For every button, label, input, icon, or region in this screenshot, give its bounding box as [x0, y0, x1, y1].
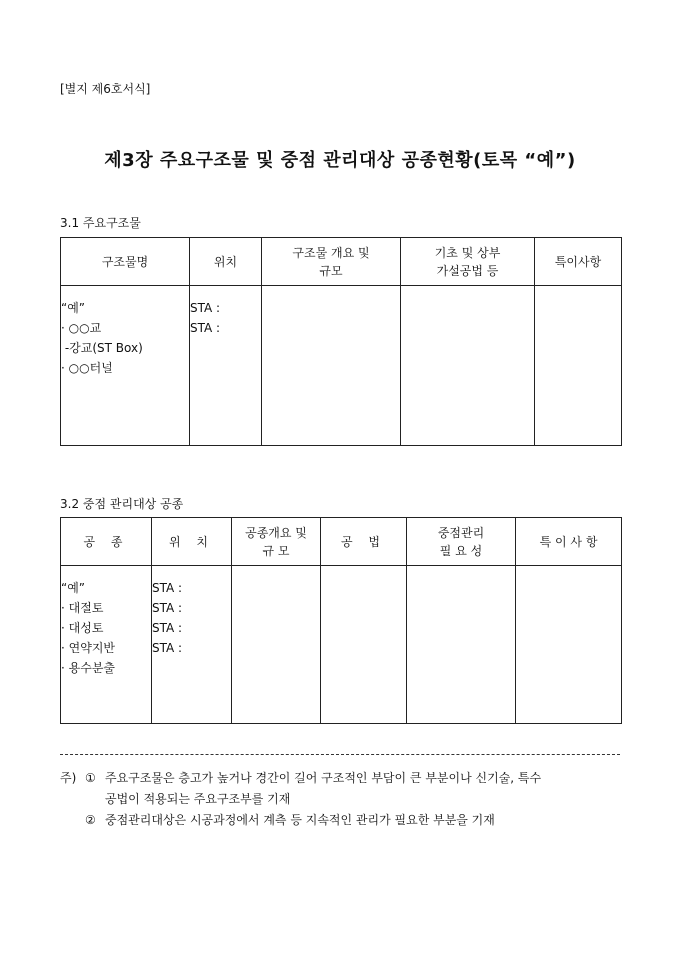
list-item: -강교(ST Box) [61, 341, 143, 355]
location-list [190, 286, 261, 338]
header-row [61, 518, 622, 566]
section-1-title: 3.1 주요구조물 [60, 216, 141, 230]
list-item: STA : [152, 581, 183, 595]
dashed-divider [60, 754, 620, 755]
table-row [61, 566, 622, 724]
list-item: · ○○교 [61, 321, 102, 335]
method-cell[interactable] [401, 286, 535, 446]
footnotes [60, 768, 541, 831]
footnote-text: 주요구조물은 층고가 높거나 경간이 길어 구조적인 부담이 큰 부분이나 신기술, 특수 [105, 771, 542, 785]
list-item: · 대절토 [61, 601, 104, 615]
method-cell[interactable] [321, 566, 407, 724]
header-necessity: 중점관리 필 요 성 [407, 518, 516, 566]
header-remarks: 특이사항 [535, 238, 622, 286]
remarks-cell[interactable] [516, 566, 622, 724]
header-overview-scale: 구조물 개요 및 규모 [262, 238, 401, 286]
work-type-cell [61, 566, 152, 724]
work-type-list [61, 566, 151, 678]
header-foundation-method: 기초 및 상부 가설공법 등 [401, 238, 535, 286]
list-item: STA : [152, 641, 183, 655]
footnote-1-continuation: 공법이 적용되는 주요구조부를 기재 [105, 792, 291, 806]
section-2-title: 3.2 중점 관리대상 공종 [60, 497, 184, 511]
remarks-cell[interactable] [535, 286, 622, 446]
list-item: “예” [61, 301, 86, 315]
list-item: · ○○터널 [61, 361, 113, 375]
header-remarks: 특 이 사 항 [516, 518, 622, 566]
location-cell [190, 286, 262, 446]
overview-cell[interactable] [262, 286, 401, 446]
location-list [152, 566, 231, 658]
list-item: · 대성토 [61, 621, 104, 635]
structure-name-list [61, 286, 189, 378]
footnote-number: ① [85, 771, 96, 785]
list-item: · 용수분출 [61, 661, 115, 675]
footnote-2 [60, 810, 541, 831]
list-item: STA : [190, 321, 221, 335]
footnote-text: 중점관리대상은 시공과정에서 계측 등 지속적인 관리가 필요한 부분을 기재 [105, 813, 495, 827]
location-cell [152, 566, 232, 724]
footnote-number: ② [85, 813, 96, 827]
list-item: STA : [190, 301, 221, 315]
form-label: [별지 제6호서식] [60, 82, 151, 96]
list-item: STA : [152, 621, 183, 635]
list-item: · 연약지반 [61, 641, 115, 655]
list-item: “예” [61, 581, 86, 595]
overview-cell[interactable] [232, 566, 321, 724]
header-structure-name: 구조물명 [61, 238, 190, 286]
footnote-1 [60, 768, 541, 789]
footnote-prefix: 주) [60, 771, 77, 785]
main-structures-table [60, 237, 622, 446]
header-overview-scale: 공종개요 및 규 모 [232, 518, 321, 566]
key-work-types-table [60, 517, 622, 724]
header-work-type: 공 종 [61, 518, 152, 566]
table-row [61, 286, 622, 446]
necessity-cell[interactable] [407, 566, 516, 724]
document-title: 제3장 주요구조물 및 중점 관리대상 공종현황(토목 “예”) [104, 150, 576, 171]
header-row [61, 238, 622, 286]
header-method: 공 법 [321, 518, 407, 566]
list-item: STA : [152, 601, 183, 615]
structure-name-cell [61, 286, 190, 446]
header-location: 위 치 [152, 518, 232, 566]
header-location: 위치 [190, 238, 262, 286]
